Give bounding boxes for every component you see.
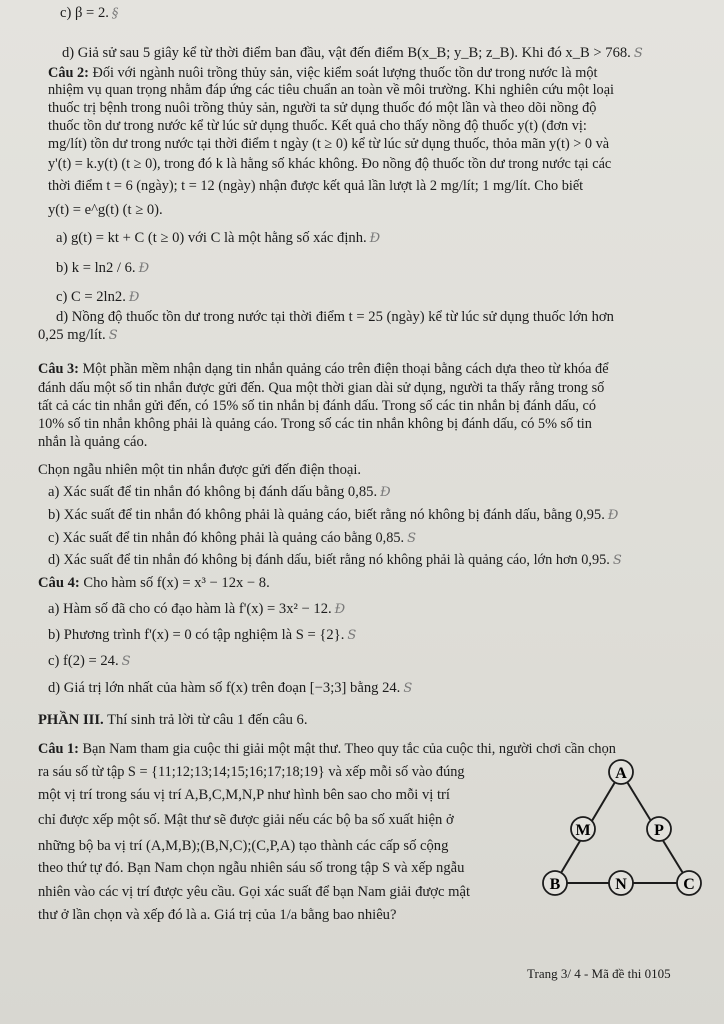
line-text: c) Xác suất để tin nhắn đó không phải là quảng cáo bằng 0,85. bbox=[48, 530, 405, 546]
line-text: Cho hàm số f(x) = x³ − 12x − 8. bbox=[79, 575, 270, 591]
section-label: PHẦN III. bbox=[38, 712, 104, 728]
node-a bbox=[609, 760, 633, 784]
text-line bbox=[48, 116, 587, 136]
line-text: theo thứ tự đó. Bạn Nam chọn ngẫu nhiên sáu số trong tập S và xếp ngẫu bbox=[38, 860, 465, 876]
text-line bbox=[38, 810, 454, 830]
handwritten-mark: S bbox=[633, 46, 643, 61]
text-line bbox=[56, 228, 380, 249]
line-text: thư ở lần chọn và xếp đó là a. Giá trị của 1/a bằng bao nhiêu? bbox=[38, 907, 397, 923]
text-line bbox=[48, 505, 618, 526]
svg-text:B: B bbox=[549, 876, 561, 893]
text-line bbox=[56, 258, 149, 279]
handwritten-mark: S bbox=[347, 628, 357, 643]
triangle-diagram bbox=[532, 752, 712, 902]
handwritten-mark: Đ bbox=[138, 261, 150, 276]
node-n bbox=[609, 871, 633, 895]
line-text: c) C = 2ln2. bbox=[56, 289, 126, 305]
text-line bbox=[38, 785, 450, 805]
handwritten-mark: Đ bbox=[369, 231, 381, 246]
line-text: mg/lít) tồn dư trong nước tại thời điểm t ngày (t ≥ 0) kể từ lúc sử dụng thuốc, thỏa mãn y(t) > 0 và bbox=[48, 136, 610, 152]
section-label: Câu 4: bbox=[38, 575, 80, 591]
line-text: d) Xác suất để tin nhắn đó không bị đánh dấu, biết rằng nó không phải là quảng cáo, lớn hơn 0,95. bbox=[48, 552, 610, 568]
svg-text:P: P bbox=[654, 822, 664, 839]
line-text: Thí sinh trả lời từ câu 1 đến câu 6. bbox=[103, 712, 308, 728]
section-label: Câu 1: bbox=[38, 741, 79, 757]
line-text: a) Xác suất để tin nhắn đó không bị đánh dấu bằng 0,85. bbox=[48, 484, 378, 500]
text-line bbox=[48, 154, 611, 174]
text-line bbox=[48, 98, 596, 118]
line-text: d) Giá trị lớn nhất của hàm số f(x) trên đoạn [−3;3] bằng 24. bbox=[48, 680, 401, 696]
svg-text:A: A bbox=[615, 765, 627, 782]
handwritten-mark: S bbox=[108, 328, 118, 343]
line-text: nhiên vào các vị trí được yêu cầu. Gọi xác suất để bạn Nam giải được mật bbox=[38, 884, 471, 900]
line-text: thuốc tồn dư trong nước kể từ lúc sử dụng thuốc. Kết quả cho thấy nồng độ thuốc y(t) (đơn vị: bbox=[48, 118, 587, 134]
line-text: một vị trí trong sáu vị trí A,B,C,M,N,P như hình bên sao cho mỗi vị trí bbox=[38, 787, 450, 803]
text-line bbox=[48, 625, 356, 646]
text-line bbox=[38, 460, 361, 480]
line-text: nhắn là quảng cáo. bbox=[38, 434, 148, 450]
text-line bbox=[38, 573, 270, 593]
handwritten-mark: S bbox=[407, 531, 417, 546]
text-line bbox=[56, 287, 139, 308]
line-text: d) Nồng độ thuốc tồn dư trong nước tại thời điểm t = 25 (ngày) kể từ lúc sử dụng thuốc lớn hơn bbox=[56, 309, 614, 325]
text-line bbox=[38, 359, 609, 379]
text-line bbox=[38, 414, 592, 434]
text-line bbox=[48, 176, 583, 196]
handwritten-mark: Đ bbox=[380, 485, 391, 500]
line-text: 10% số tin nhắn không phải là quảng cáo. Trong số các tin nhắn không bị đánh dấu, có 5% số tin bbox=[38, 416, 592, 432]
line-text: Đối với ngành nuôi trồng thủy sản, việc kiểm soát lượng thuốc tồn dư trong nước là một bbox=[88, 65, 598, 81]
text-line bbox=[60, 3, 118, 24]
line-text: đánh dấu một số tin nhắn được gửi đến. Qua một thời gian dài sử dụng, người ta thấy rằng trong số bbox=[38, 380, 605, 396]
node-p bbox=[647, 817, 671, 841]
line-text: c) f(2) = 24. bbox=[48, 653, 119, 669]
text-line bbox=[62, 43, 643, 64]
text-line bbox=[48, 651, 131, 672]
node-c bbox=[677, 871, 701, 895]
section-label: Câu 2: bbox=[48, 65, 89, 81]
text-line bbox=[56, 307, 614, 327]
text-line bbox=[48, 550, 622, 571]
node-m bbox=[571, 817, 595, 841]
node-b bbox=[543, 871, 567, 895]
handwritten-mark: S bbox=[121, 654, 131, 669]
line-text: y(t) = e^g(t) (t ≥ 0). bbox=[48, 202, 163, 218]
text-line bbox=[38, 325, 118, 346]
line-text: a) Hàm số đã cho có đạo hàm là f'(x) = 3x² − 12. bbox=[48, 601, 332, 617]
text-line bbox=[48, 678, 412, 699]
text-line bbox=[38, 739, 616, 759]
line-text: c) β = 2. bbox=[60, 5, 109, 21]
line-text: nhiệm vụ quan trọng nhằm đáp ứng các tiêu chuẩn an toàn về môi trường. Khi nghiên cứu một loại bbox=[48, 82, 615, 98]
svg-text:C: C bbox=[683, 876, 695, 893]
text-line bbox=[48, 134, 609, 154]
line-text: thuốc trị bệnh trong nuôi trồng thủy sản, người ta sử dụng thuốc đó một lần và theo dõi nồng độ bbox=[48, 100, 597, 116]
handwritten-mark: S bbox=[403, 681, 413, 696]
text-line bbox=[38, 882, 470, 902]
handwritten-mark: Đ bbox=[607, 508, 619, 523]
line-text: những bộ ba vị trí (A,M,B);(B,N,C);(C,P,A) tạo thành các cấp số cộng bbox=[38, 838, 449, 854]
svg-text:N: N bbox=[615, 876, 627, 893]
line-text: y'(t) = k.y(t) (t ≥ 0), trong đó k là hằng số khác không. Đo nồng độ thuốc tồn dư trong nước tại các bbox=[48, 156, 612, 172]
text-line bbox=[48, 200, 163, 220]
text-line bbox=[48, 528, 416, 549]
line-text: Chọn ngẫu nhiên một tin nhắn được gửi đến điện thoại. bbox=[38, 462, 362, 478]
line-text: thời điểm t = 6 (ngày); t = 12 (ngày) nhận được kết quả lần lượt là 2 mg/lít; 1 mg/lít. Cho biết bbox=[48, 178, 584, 194]
text-line bbox=[38, 858, 464, 878]
text-line bbox=[48, 482, 391, 503]
line-text: ra sáu số từ tập S = {11;12;13;14;15;16;17;18;19} và xếp mỗi số vào đúng bbox=[38, 764, 465, 780]
section-label: Câu 3: bbox=[38, 361, 79, 377]
line-text: Bạn Nam tham gia cuộc thi giải một mật thư. Theo quy tắc của cuộc thi, người chơi cần chọn bbox=[78, 741, 616, 757]
text-line bbox=[38, 762, 465, 782]
line-text: d) Giả sử sau 5 giây kể từ thời điểm ban đầu, vật đến điểm B(x_B; y_B; z_B). Khi đó x_B > 768. bbox=[62, 45, 631, 61]
line-text: b) Xác suất để tin nhắn đó không phải là quảng cáo, biết rằng nó không bị đánh dấu, bằng 0,95. bbox=[48, 507, 605, 523]
text-line bbox=[48, 80, 614, 100]
handwritten-mark: S bbox=[612, 553, 622, 568]
text-line bbox=[38, 836, 448, 856]
text-line bbox=[38, 710, 308, 730]
text-line bbox=[48, 599, 345, 620]
handwritten-mark: Đ bbox=[334, 602, 346, 617]
text-line bbox=[38, 378, 604, 398]
page-footer: Trang 3/ 4 - Mã đề thi 0105 bbox=[527, 966, 671, 981]
handwritten-mark: § bbox=[111, 6, 119, 21]
handwritten-mark: Đ bbox=[128, 290, 140, 305]
line-text: b) Phương trình f'(x) = 0 có tập nghiệm là S = {2}. bbox=[48, 627, 345, 643]
text-line bbox=[38, 396, 596, 416]
line-text: tất cả các tin nhắn gửi đến, có 15% số tin nhắn bị đánh dấu. Trong số các tin nhắn bị đánh dấu, có bbox=[38, 398, 597, 414]
svg-text:M: M bbox=[575, 822, 591, 839]
text-line bbox=[38, 432, 147, 452]
line-text: chỉ được xếp một số. Mật thư sẽ được giải nếu các bộ ba số xuất hiện ở bbox=[38, 812, 454, 828]
line-text: a) g(t) = kt + C (t ≥ 0) với C là một hằng số xác định. bbox=[56, 230, 367, 246]
text-line bbox=[38, 905, 396, 925]
line-text: Một phần mềm nhận dạng tin nhắn quảng cáo trên điện thoại bằng cách dựa theo từ khóa để bbox=[78, 361, 609, 377]
line-text: 0,25 mg/lít. bbox=[38, 327, 106, 343]
line-text: b) k = ln2 / 6. bbox=[56, 260, 136, 276]
